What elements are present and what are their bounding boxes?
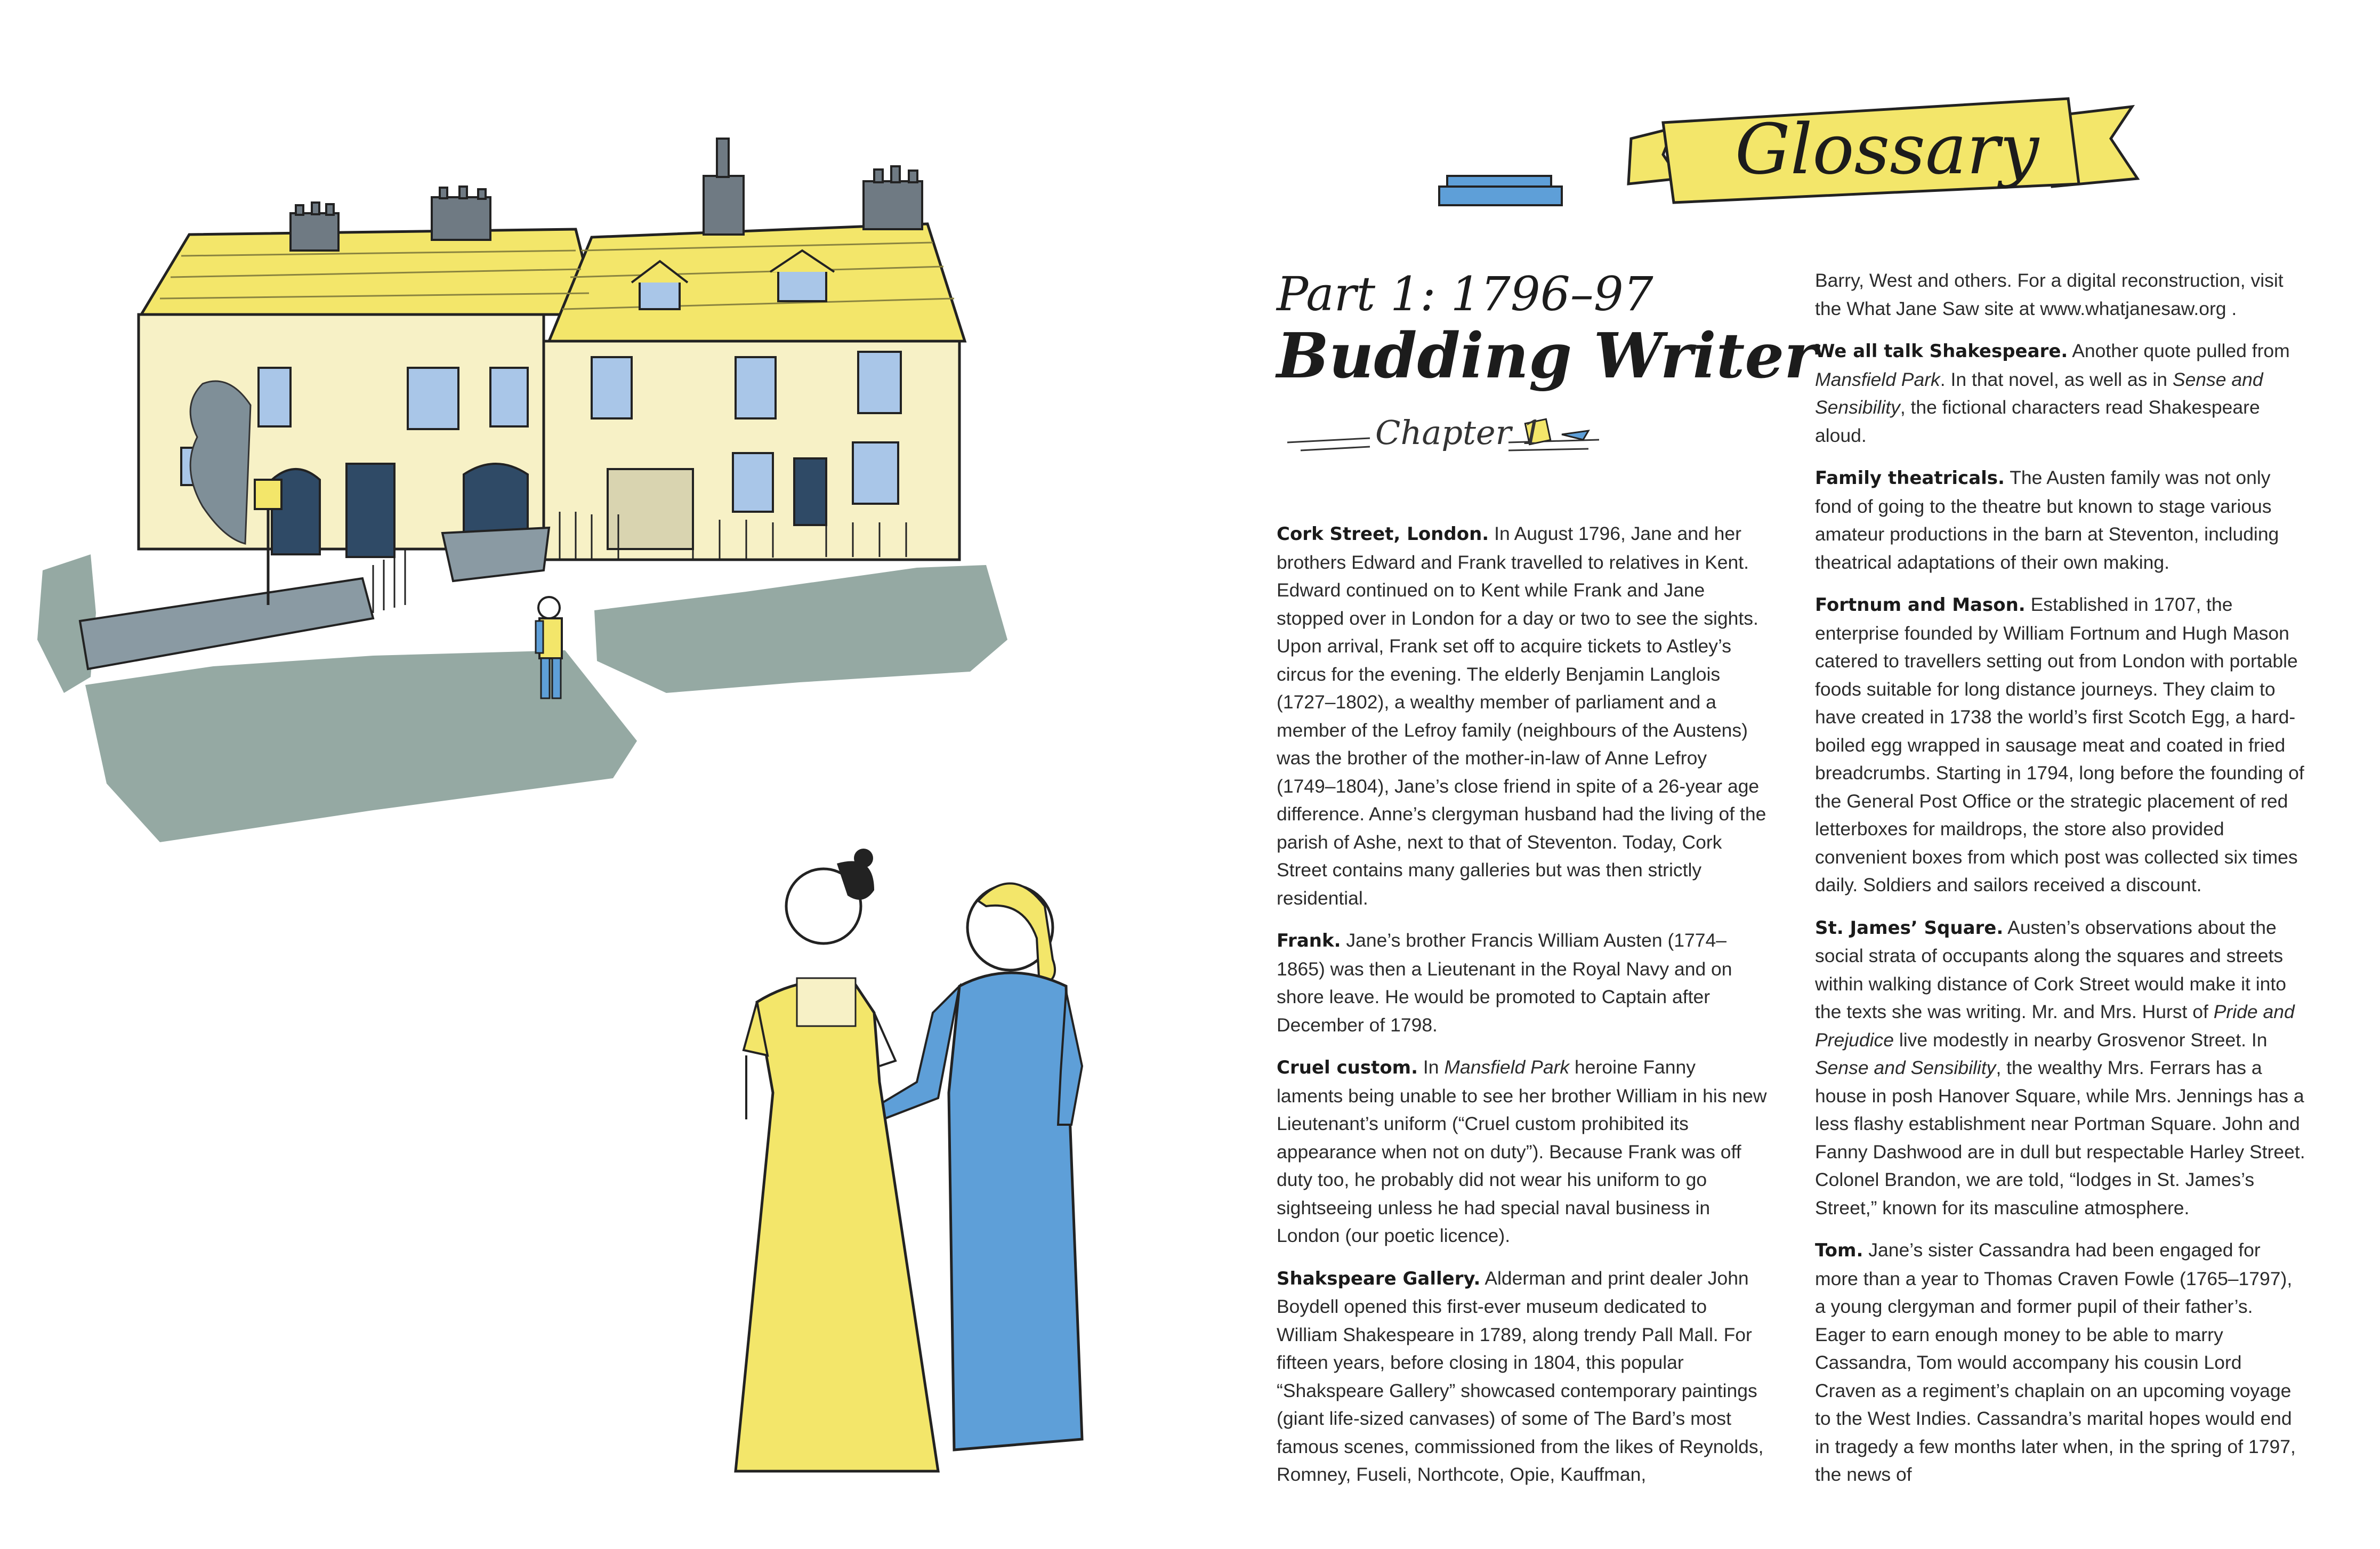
entry-frank [1277,926,1767,1039]
section-title: Budding Writer [1277,320,1817,392]
entry-st-james [1815,914,2305,1222]
entry-cruel-custom [1277,1053,1767,1250]
entry-fortnum [1815,591,2305,899]
entry-title-italic: Mansfield Park [1815,368,1940,390]
entry-text: . In that novel, as well as in [1940,368,2173,390]
books-icon [1439,176,1562,205]
entry-text: Barry, West and others. For a digital reconstruction, visit the What Jane Saw site at www.whatjanesaw.org . [1815,270,2284,319]
entry-we-all-talk [1815,337,2305,449]
entry-term: St. James’ Square. [1815,917,2004,939]
entry-gallery-continued [1815,267,2305,322]
entry-text: Jane’s brother Francis William Austen (1774–1865) was then a Lieutenant in the Royal Navy and on shore leave. He would be promoted to Captain after December of 1798. [1277,930,1732,1036]
entry-title-italic: Mansfield Park [1444,1056,1570,1078]
chapter-label: Chapter 1 [1375,413,1543,452]
entry-text: heroine Fanny laments being unable to see her brother William in his new Lieutenant’s uniform (“Cruel custom prohibited its appearance when not on duty”). Because Frank was off duty too, he probably did not wear his uniform to go sightseeing unless he had special naval business in London (our poetic licence). [1277,1056,1767,1246]
entry-text: Jane’s sister Cassandra had been engaged for more than a year to Thomas Craven Fowle (1765–1797), a young clergyman and former pupil of their father’s. Eager to earn enough money to be able to marry Cassandra, Tom would accompany his cousin Lord Craven as a regiment’s chaplain on an upcoming voyage to the West Indies. Cassandra’s marital hopes would end in tragedy a few months later when, in the spring of 1797, the news of [1815,1239,2296,1485]
entry-term: We all talk Shakespeare. [1815,341,2068,362]
entry-text: , the fictional characters read Shakespeare aloud. [1815,397,2260,446]
entry-text: The Austen family was not only fond of going to the theatre but known to stage various amateur productions in the barn at Steventon, including theatrical adaptations of their own making. [1815,467,2279,573]
entry-term: Cruel custom. [1277,1057,1418,1078]
entry-term: Tom. [1815,1240,1863,1261]
entry-family-theatricals [1815,464,2305,576]
houses-illustration [37,139,1007,842]
entry-title-italic: Sense and Sensibility [1815,368,2263,418]
entry-tom [1815,1236,2305,1489]
entry-text: , the wealthy Mrs. Ferrars has a house in posh Hanover Square, while Mrs. Jennings has a less flashy establishment near Portman Square. John and Fanny Dashwood are in dull but respectable Harley Street. Colonel Brandon, we are told, “lodges in St. James’s Street,” known for its masculine atmosphere. [1815,1057,2305,1219]
entry-title-italic: Pride and Prejudice [1815,1001,2295,1051]
entry-text: Austen’s observations about the social strata of occupants along the squares and streets within walking distance of Cork Street would make it into the texts she was writing. Mr. and Mrs. Hurst of [1815,916,2286,1022]
glossary-title: Glossary [1734,109,2039,190]
part-heading: Part 1: 1796–97 [1277,267,1653,321]
glossary-column-left [1277,520,1767,1503]
entry-shakspeare-gallery [1277,1264,1767,1489]
entry-text: In [1418,1056,1445,1078]
entry-text: Established in 1707, the enterprise founded by William Fortnum and Hugh Mason catered to travellers setting out from London with portable foods suitable for long distance journeys. They claim to have created in 1738 the world’s first Scotch Egg, a hard-boiled egg wrapped in sausage meat and coated in fried breadcrumbs. Starting in 1794, long before the founding of the General Post Office or the strategic placement of red letterboxes for maildrops, the store also provided convenient boxes from which post was collected six times daily. Soldiers and sailors received a discount. [1815,594,2304,895]
entry-text: In August 1796, Jane and her brothers Edward and Frank travelled to relatives in Kent. Edward continued on to Kent while Frank and Jane stopped over in London for a day or two to see the sights. Upon arrival, Frank set off to acquire tickets to Astley’s circus for the evening. The elderly Benjamin Langlois (1727–1802), a wealthy member of parliament and a member of the Lefroy family (neighbours of the Austens) was the brother of the mother-in-law of Anne Lefroy (1749–1804), Jane’s close friend in spite of a 26-year age difference. Anne’s clergyman husband had the living of the parish of Ashe, next to that of Steventon. Today, Cork Street contains many galleries but was then strictly residential. [1277,523,1766,909]
entry-title-italic: Sense and Sensibility [1815,1057,1996,1078]
entry-term: Fortnum and Mason. [1815,594,2026,616]
entry-term: Cork Street, London. [1277,523,1489,545]
entry-term: Family theatricals. [1815,467,2005,489]
entry-cork-street [1277,520,1767,912]
entry-text: live modestly in nearby Grosvenor Street. In [1894,1029,2268,1051]
entry-term: Shakspeare Gallery. [1277,1268,1481,1289]
entry-text: Another quote pulled from [2068,340,2290,361]
entry-text: Alderman and print dealer John Boydell opened this first-ever museum dedicated to William Shakespeare in 1789, along trendy Pall Mall. For fifteen years, before closing in 1804, this popular “Shakspeare Gallery” showcased contemporary paintings (giant life-sized canvases) of some of The Bard’s most famous scenes, commissioned from the likes of Reynolds, Romney, Fuseli, Northcote, Opie, Kauffman, [1277,1267,1764,1485]
glossary-column-right [1815,267,2305,1503]
entry-term: Frank. [1277,930,1341,951]
two-women-illustration [736,849,1082,1471]
